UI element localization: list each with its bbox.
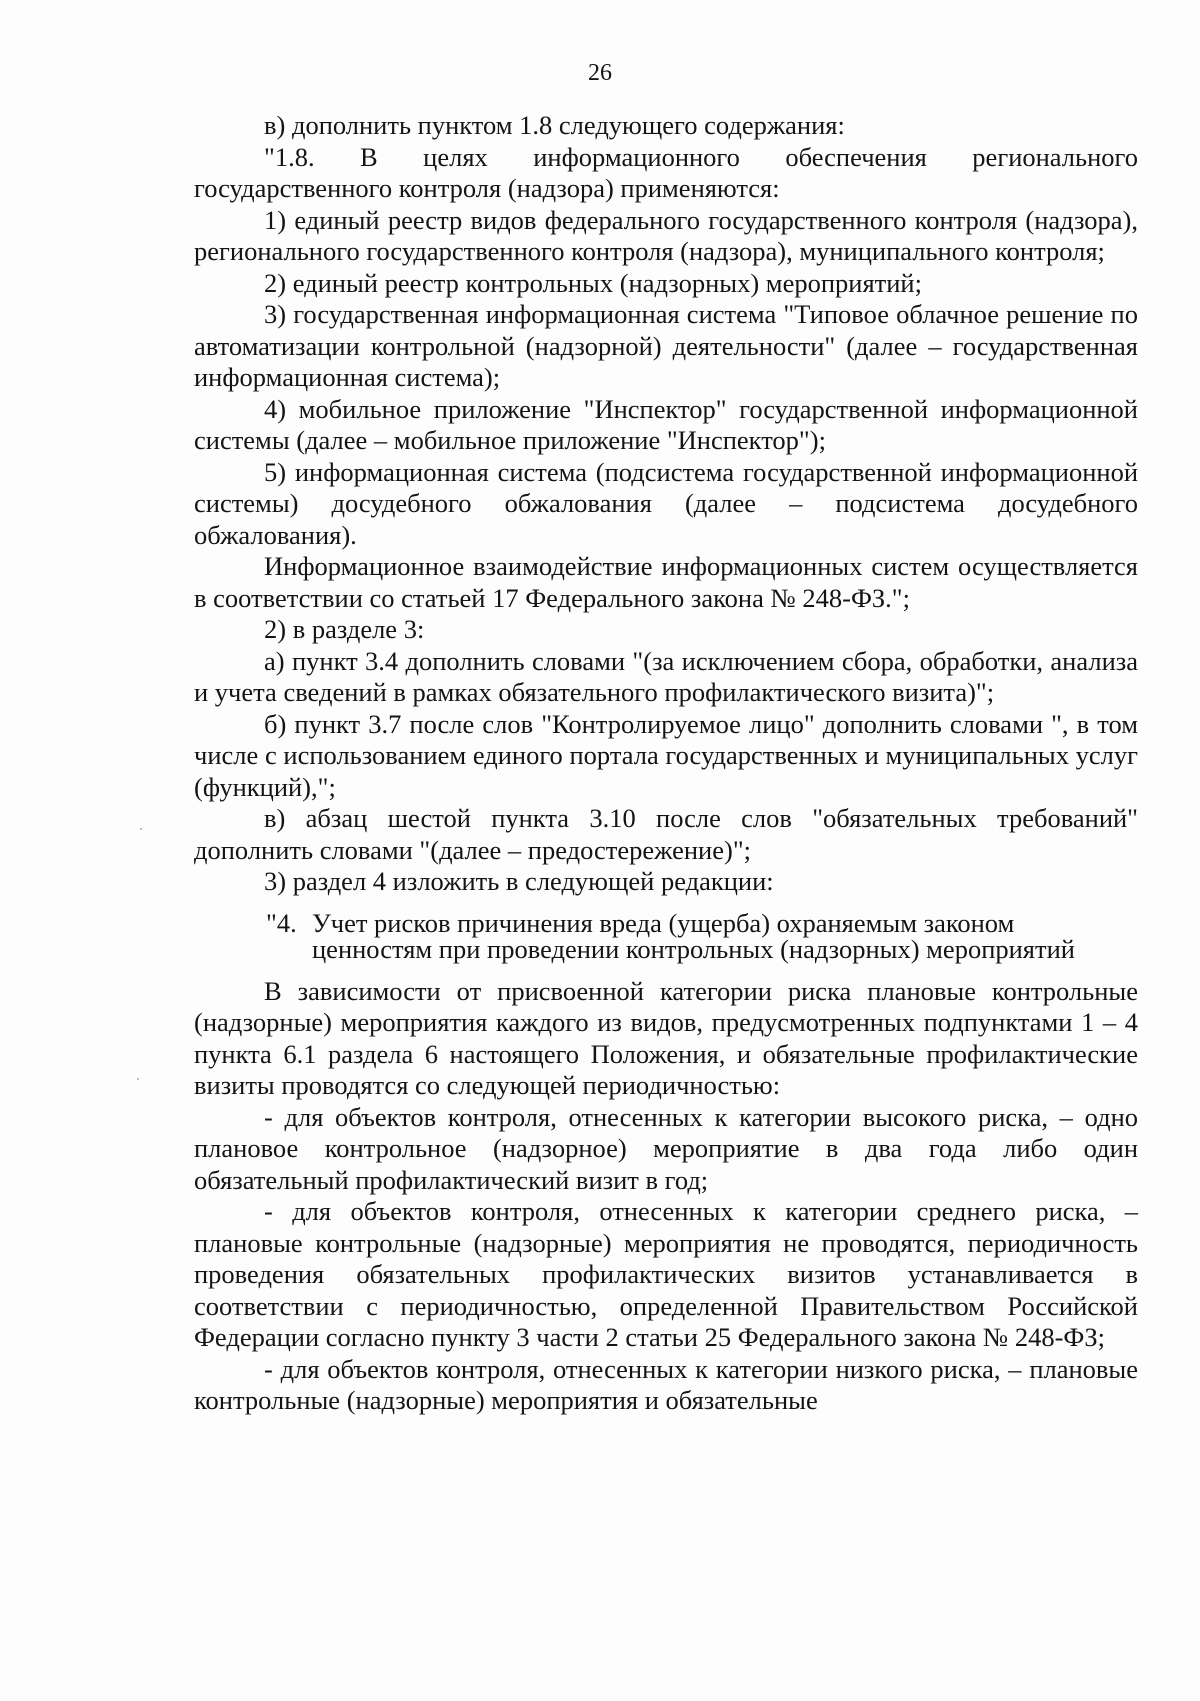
list-item: - для объектов контроля, отнесенных к категории среднего риска, – плановые контрольные (надзорные) мероприятия не проводятся, периодичность проведения обязательных профилактических визитов устанавливается в соответствии с периодичностью, определенной Правительством Российской Федерации согласно пункту 3 части 2 статьи 25 Федерального закона № 248-ФЗ; xyxy=(194,1196,1138,1352)
scan-margin-mark xyxy=(140,828,142,830)
list-item: б) пункт 3.7 после слов "Контролируемое лицо" дополнить словами ", в том числе с использованием единого портала государственных и муниципальных услуг (функций),"; xyxy=(194,708,1138,802)
paragraph: 3) раздел 4 изложить в следующей редакции: xyxy=(264,866,774,896)
list-item: в) абзац шестой пункта 3.10 после слов "обязательных требований" дополнить словами "(далее – предостережение)"; xyxy=(194,803,1138,865)
list-item: 3) государственная информационная система "Типовое облачное решение по автоматизации контрольной (надзорной) деятельности" (далее – государственная информационная система); xyxy=(194,299,1138,392)
paragraph: в) дополнить пунктом 1.8 следующего содержания: xyxy=(264,110,845,140)
page-number: 26 xyxy=(588,60,612,86)
paragraph: В зависимости от присвоенной категории риска плановые контрольные (надзорные) мероприятия каждого из видов, предусмотренных подпунктами 1 – 4 пункта 6.1 раздела 6 настоящего Положения, и обязательные профилактические визиты проводятся со следующей периодичностью: xyxy=(194,975,1138,1100)
paragraph: "1.8. В целях информационного обеспечения регионального государственного контроля (надзора) применяются: xyxy=(194,141,1138,203)
section-heading-line2: ценностям при проведении контрольных (надзорных) мероприятий xyxy=(312,933,1075,964)
list-item: - для объектов контроля, отнесенных к категории низкого риска, – плановые контрольные (надзорные) мероприятия и обязательные xyxy=(194,1353,1138,1415)
list-item: 2) единый реестр контрольных (надзорных) мероприятий; xyxy=(264,267,922,298)
list-item: 5) информационная система (подсистема государственной информационной системы) досудебного обжалования (далее – подсистема досудебного обжалования). xyxy=(194,456,1138,550)
list-item: 4) мобильное приложение "Инспектор" государственной информационной системы (далее – мобильное приложение "Инспектор"); xyxy=(194,393,1138,455)
scan-margin-mark xyxy=(137,1078,139,1080)
list-item: 1) единый реестр видов федерального государственного контроля (надзора), регионального государственного контроля (надзора), муниципального контроля; xyxy=(194,204,1138,266)
section-heading xyxy=(194,907,1138,964)
list-item: а) пункт 3.4 дополнить словами "(за исключением сбора, обработки, анализа и учета сведений в рамках обязательного профилактического визита)"; xyxy=(194,645,1138,707)
section-heading-number: "4. xyxy=(266,907,297,938)
document-body xyxy=(194,110,1138,1417)
section-heading-line1: Учет рисков причинения вреда (ущерба) охраняемым законом xyxy=(312,907,1015,938)
paragraph: 2) в разделе 3: xyxy=(264,614,425,644)
paragraph: Информационное взаимодействие информационных систем осуществляется в соответствии со статьей 17 Федерального закона № 248-ФЗ."; xyxy=(194,551,1138,613)
list-item: - для объектов контроля, отнесенных к категории высокого риска, – одно плановое контрольное (надзорное) мероприятие в два года либо один обязательный профилактический визит в год; xyxy=(194,1101,1138,1195)
